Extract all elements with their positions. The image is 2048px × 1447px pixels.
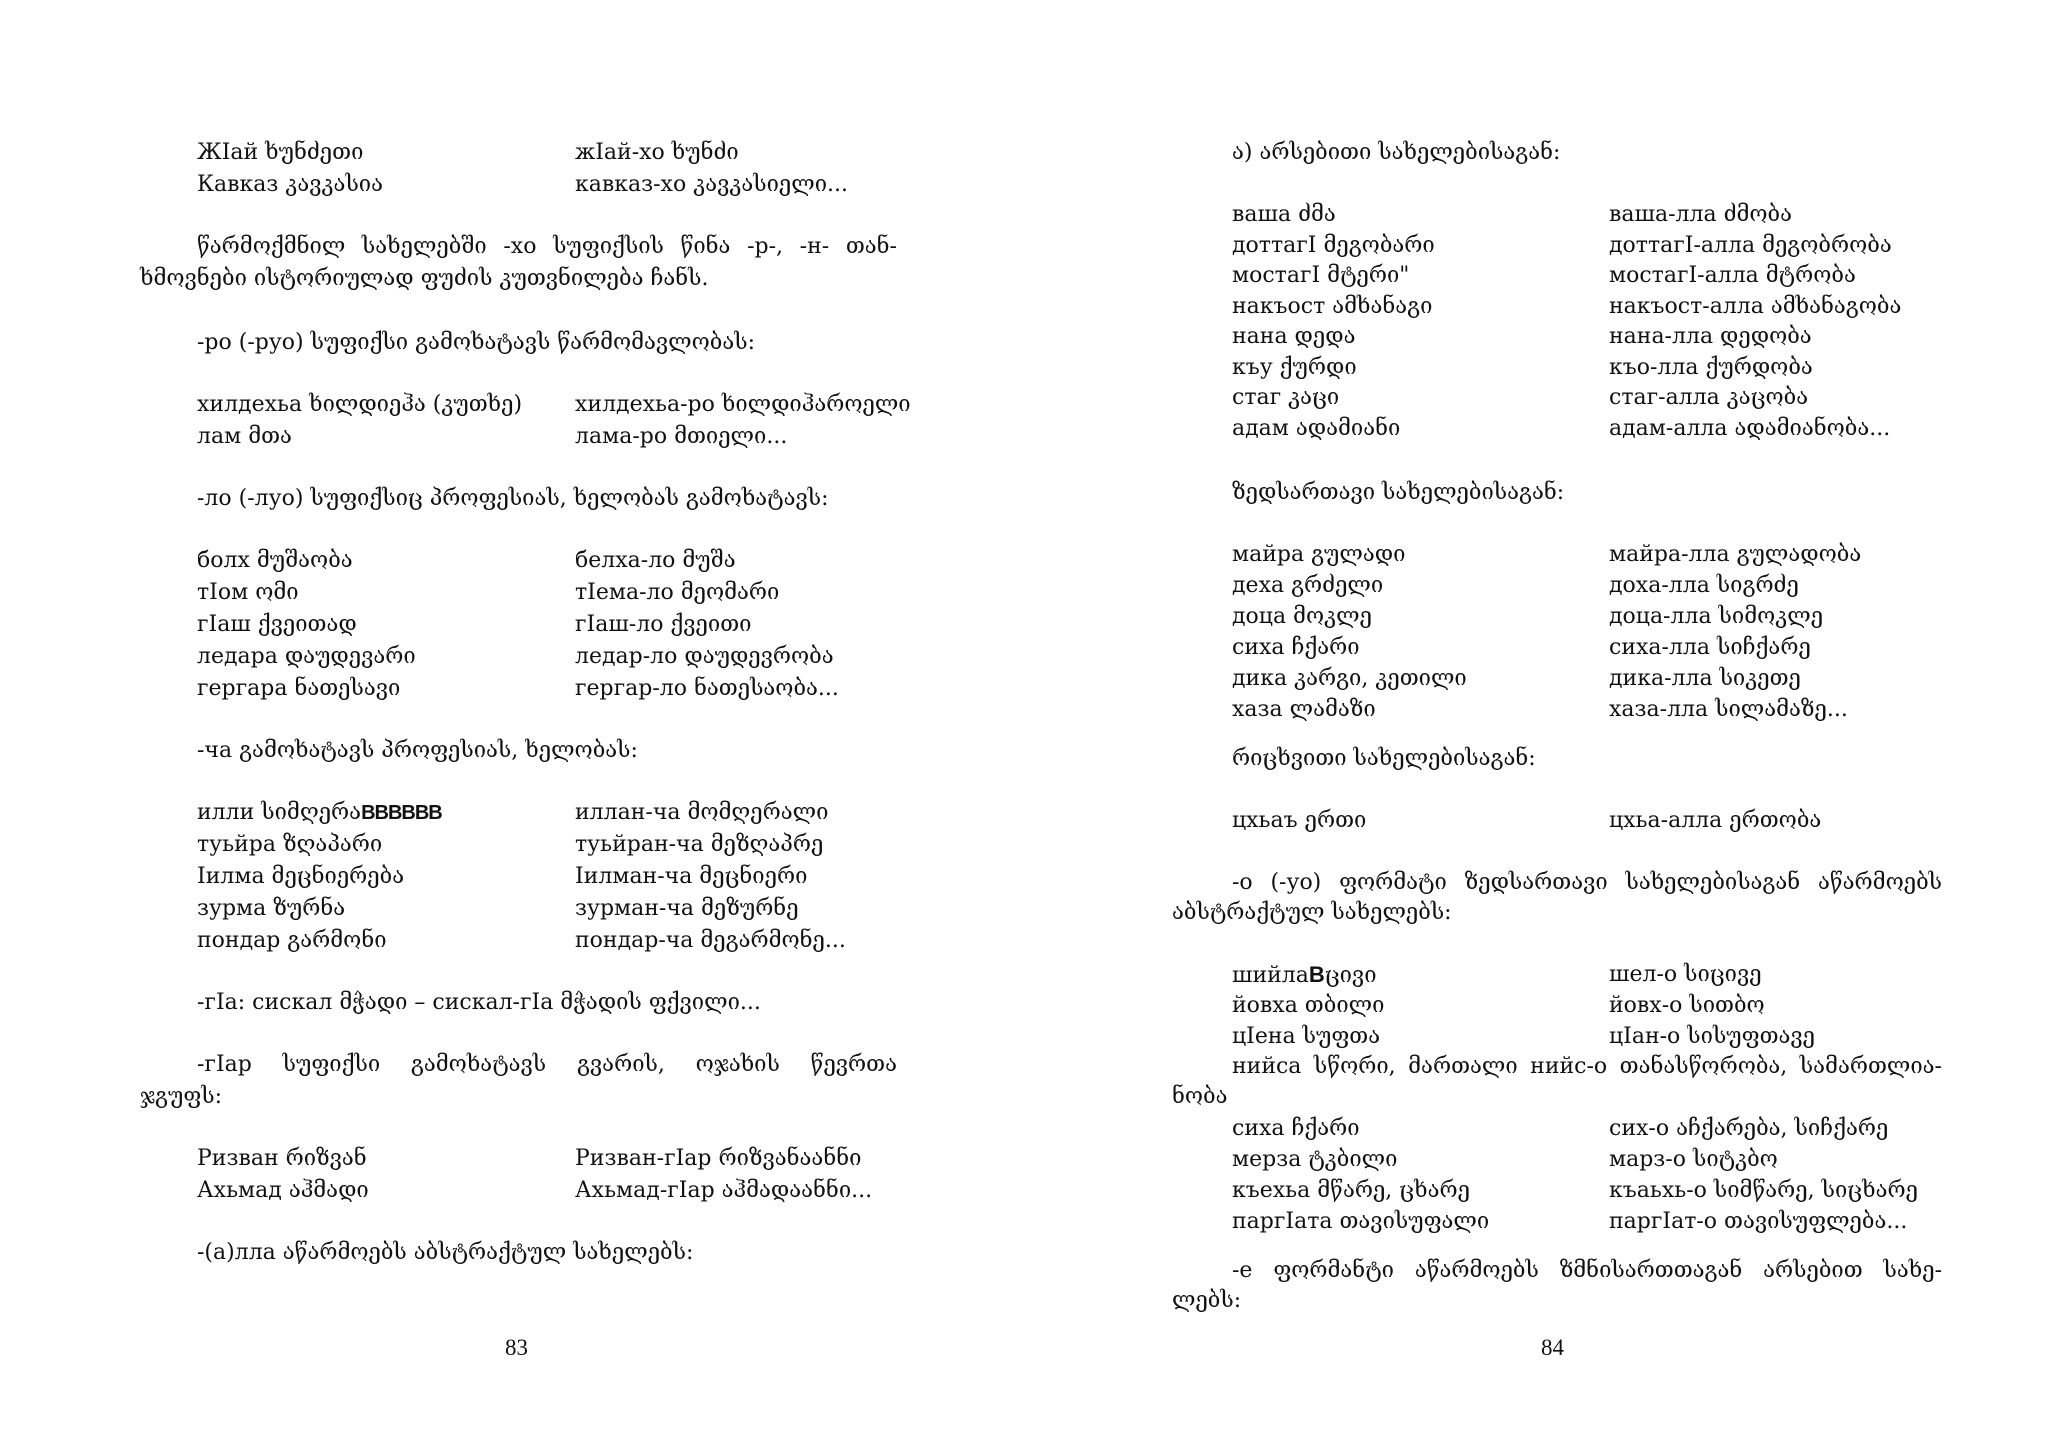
term-entry: адам ადამიანი	[1232, 415, 1401, 441]
term-entry: йовха თბილი	[1232, 993, 1385, 1018]
term-entry: зурма ზურნა	[197, 896, 346, 921]
paragraph-line: нийса სწორი, მართალი нийс-о თანასწორობა, სამართლია-	[1232, 1054, 1942, 1079]
section-intro: -ро (-руо) სუფიქსი გამოხატავს წარმომავლობას:	[197, 330, 756, 355]
derived-entry: паргIат-о თავისუფლება...	[1609, 1209, 1908, 1234]
derived-entry: пондар-ча მეგარმონე...	[575, 928, 846, 953]
term-entry: хилдехьа ხილდიეჰა (კუთხე)	[197, 392, 523, 417]
term-entry: деха გრძელი	[1232, 573, 1384, 598]
term-entry: сиха ჩქარი	[1232, 1116, 1360, 1141]
paragraph-line: -о (-уо) ფორმატი ზედსართავი სახელებისაგან აწარმოებს	[1232, 870, 1942, 895]
artifact-glyphs: BBBBBB	[361, 802, 442, 824]
section-intro: -(а)лла აწარმოებს აბსტრაქტულ სახელებს:	[197, 1240, 694, 1265]
term-entry: къу ქურდი	[1232, 354, 1357, 380]
derived-entry: хилдехьа-ро ხილდიჰაროელი	[575, 392, 911, 417]
derived-entry: цIан-о სისუფთავე	[1609, 1024, 1816, 1049]
derived-entry: тIема-ло მეომარი	[575, 580, 780, 605]
page-number: 84	[1541, 1335, 1564, 1360]
derived-entry: лама-ро მთიელი...	[575, 424, 788, 449]
term-entry: сиха ჩქარი	[1232, 635, 1360, 660]
derived-entry: цхьа-алла ერთობა	[1609, 808, 1822, 833]
term-entry: нана დედა	[1232, 324, 1356, 349]
term-entry: тIом ომი	[197, 580, 299, 605]
term-entry: Ахьмад აჰმადი	[197, 1178, 369, 1203]
derived-entry: хаза-лла სილამაზე...	[1609, 697, 1848, 722]
term-entry: шийлаBცივი	[1232, 962, 1377, 988]
term-entry: гергара ნათესავი	[197, 676, 401, 701]
term-entry: доца მოკლე	[1232, 604, 1372, 629]
paragraph-line: -гIа: сискал მჭადი – сискал-гIа მჭადის ფქვილი...	[197, 990, 761, 1015]
derived-entry: доттагI-алла მეგობრობა	[1609, 232, 1892, 258]
section-intro: -ло (-луо) სუფიქსიც პროფესიას, ხელობას გამოხატავს:	[197, 486, 829, 511]
paragraph-line: -гIар სუფიქსი გამოხატავს გვარის, ოჯახის წევრთა	[197, 1052, 897, 1077]
derived-entry: доца-лла სიმოკლე	[1609, 604, 1824, 629]
derived-entry: адам-алла ადამიანობა...	[1609, 415, 1891, 441]
term-entry: мерза ტკბილი	[1232, 1147, 1398, 1172]
section-heading: ა) არსებითი სახელებისაგან:	[1232, 140, 1561, 165]
derived-entry: марз-о სიტკბო	[1609, 1147, 1778, 1172]
term-entry: мостагI მტერი"	[1232, 263, 1410, 288]
paragraph-line: წარმოქმნილ სახელებში -хо სუფიქსის წინა -р-, -н- თან-	[197, 234, 897, 259]
derived-entry: сих-о აჩქარება, სიჩქარე	[1609, 1116, 1889, 1141]
derived-entry: нана-лла დედობა	[1609, 324, 1812, 349]
derived-entry: Iилман-ча მეცნიერი	[575, 864, 808, 889]
derived-entry: накъост-алла ამხანაგობა	[1609, 293, 1902, 319]
paragraph-line: ნობა	[1172, 1084, 1228, 1109]
term-entry: туьйра ზღაპარი	[197, 832, 383, 857]
derived-entry: доха-лла სიგრძე	[1609, 573, 1799, 598]
derived-entry: Ризван-гIар რიზვანაანნი	[575, 1146, 862, 1171]
term-entry: илли სიმღერაBBBBBB	[197, 800, 442, 825]
derived-entry: къаьхь-о სიმწარე, სიცხარე	[1609, 1178, 1918, 1203]
derived-entry: гIаш-ло ქვეითი	[575, 612, 752, 637]
section-heading: რიცხვითი სახელებისაგან:	[1232, 746, 1536, 771]
derived-entry: жIай-хо ხუნძი	[575, 140, 739, 165]
derived-entry: туьйран-ча მეზღაპრე	[575, 832, 824, 857]
derived-entry: зурман-ча მეზურნე	[575, 896, 799, 921]
derived-entry: стаг-алла კაცობა	[1609, 385, 1809, 410]
term-entry: ледара დაუდევარი	[197, 644, 416, 669]
page-number: 83	[505, 1335, 528, 1360]
term-entry: паргIата თავისუფალი	[1232, 1209, 1490, 1234]
term-entry: цхьаъ ერთი	[1232, 808, 1367, 833]
term-entry: доттагI მეგობარი	[1232, 232, 1435, 258]
derived-entry: сиха-лла სიჩქარე	[1609, 635, 1811, 660]
derived-entry: иллан-ча მომღერალი	[575, 800, 829, 825]
derived-entry: къо-лла ქურდობა	[1609, 354, 1813, 380]
term-entry: къехьа მწარე, ცხარე	[1232, 1178, 1470, 1203]
paragraph-line: ლებს:	[1172, 1288, 1242, 1313]
paragraph-line: ჯგუფს:	[140, 1084, 223, 1109]
term-entry: ваша ძმა	[1232, 202, 1336, 227]
term-entry: дика კარგი, კეთილი	[1232, 666, 1467, 691]
term-entry: цIена სუფთა	[1232, 1024, 1381, 1049]
artifact-glyph: B	[1308, 962, 1325, 987]
derived-entry: шел-о სიცივე	[1609, 962, 1762, 987]
gloss-word: ცივი	[1324, 963, 1377, 988]
term-entry: ЖIай ხუნძეთი	[197, 140, 364, 165]
term-entry: хаза ლამაზი	[1232, 697, 1376, 722]
derived-entry: ледар-ло დაუდევრობა	[575, 644, 834, 669]
term-entry: лам მთა	[197, 424, 292, 449]
section-heading: ზედსართავი სახელებისაგან:	[1232, 480, 1565, 505]
term-entry: майра გულადი	[1232, 542, 1406, 567]
paragraph-line: ხმოვნები ისტორიულად ფუძის კუთვნილება ჩანს.	[140, 266, 709, 291]
derived-entry: ваша-лла ძმობა	[1609, 202, 1792, 227]
derived-entry: мостагI-алла მტრობა	[1609, 263, 1856, 288]
term-entry: стаг კაცი	[1232, 385, 1340, 410]
derived-entry: Ахьмад-гIар აჰმადაანნი...	[575, 1178, 873, 1203]
derived-entry: кавказ-хо კავკასიელი...	[575, 172, 849, 197]
term-entry: Кавказ კავკასია	[197, 172, 384, 197]
term-entry: гIаш ქვეითად	[197, 612, 357, 637]
paragraph-line: -е ფორმანტი აწარმოებს ზმნისართთაგან არსებით სახე-	[1232, 1258, 1942, 1283]
derived-entry: дика-лла სიკეთე	[1609, 666, 1801, 691]
section-intro: -ча გამოხატავს პროფესიას, ხელობას:	[197, 738, 638, 763]
derived-entry: йовх-о სითბო	[1609, 993, 1765, 1018]
right-page	[1024, 0, 2048, 1447]
derived-entry: белха-ло მუშა	[575, 548, 736, 573]
paragraph-line: აბსტრაქტულ სახელებს:	[1172, 900, 1452, 925]
derived-entry: гергар-ло ნათესაობა...	[575, 676, 839, 701]
term-entry: накъост ამხანაგი	[1232, 293, 1433, 319]
term-entry: Iилма მეცნიერება	[197, 864, 405, 889]
derived-entry: майра-лла გულადობა	[1609, 542, 1862, 567]
term-entry: пондар გარმონი	[197, 928, 387, 953]
term-entry: Ризван რიზვან	[197, 1146, 367, 1171]
term-entry: болх მუშაობა	[197, 548, 353, 573]
